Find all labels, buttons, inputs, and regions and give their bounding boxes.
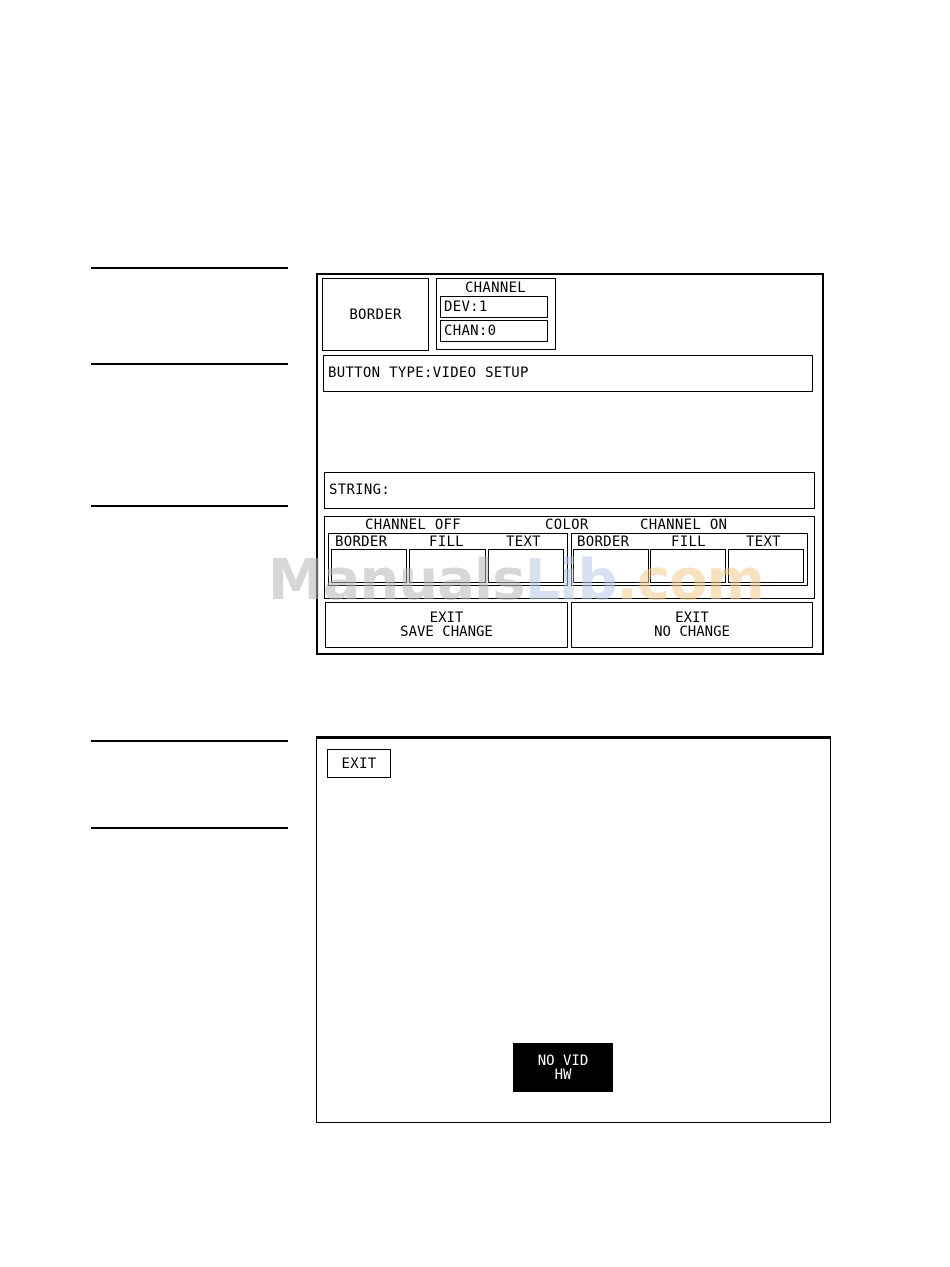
string-label: STRING: <box>329 482 391 498</box>
button-type-label: BUTTON TYPE:VIDEO SETUP <box>328 365 529 381</box>
exit-button[interactable] <box>327 749 391 778</box>
exit-button-label: EXIT <box>341 755 377 772</box>
dev-field-value: DEV:1 <box>444 299 488 315</box>
watermark: ManualsLib.com <box>268 548 764 613</box>
no-vid-hw-indicator <box>513 1043 613 1092</box>
margin-rule <box>91 267 288 269</box>
margin-rule <box>91 740 288 742</box>
button-type-field[interactable] <box>323 355 813 392</box>
border-button[interactable] <box>322 278 429 351</box>
margin-rule <box>91 363 288 365</box>
no-vid-line1: NO VID <box>537 1052 589 1069</box>
margin-rule <box>91 505 288 507</box>
channel-title: CHANNEL <box>464 280 527 296</box>
chan-field[interactable] <box>440 320 548 342</box>
exit-save-line2: SAVE CHANGE <box>400 624 493 640</box>
exit-save-line1: EXIT <box>429 610 464 626</box>
string-field[interactable] <box>324 472 815 509</box>
border-button-label: BORDER <box>349 306 402 323</box>
dev-field[interactable] <box>440 296 548 318</box>
channel-off-label: CHANNEL OFF <box>365 517 462 533</box>
on-text-label: TEXT <box>746 534 781 550</box>
off-text-label: TEXT <box>506 534 541 550</box>
exit-nochange-line2: NO CHANGE <box>654 624 730 640</box>
on-border-label: BORDER <box>577 534 630 550</box>
chan-field-value: CHAN:0 <box>444 323 497 339</box>
off-fill-label: FILL <box>429 534 464 550</box>
on-fill-label: FILL <box>671 534 706 550</box>
margin-rule <box>91 827 288 829</box>
exit-nochange-line1: EXIT <box>675 610 709 626</box>
color-label: COLOR <box>545 517 589 533</box>
no-vid-line2: HW <box>554 1066 572 1083</box>
channel-on-label: CHANNEL ON <box>640 517 728 533</box>
off-border-label: BORDER <box>335 534 388 550</box>
